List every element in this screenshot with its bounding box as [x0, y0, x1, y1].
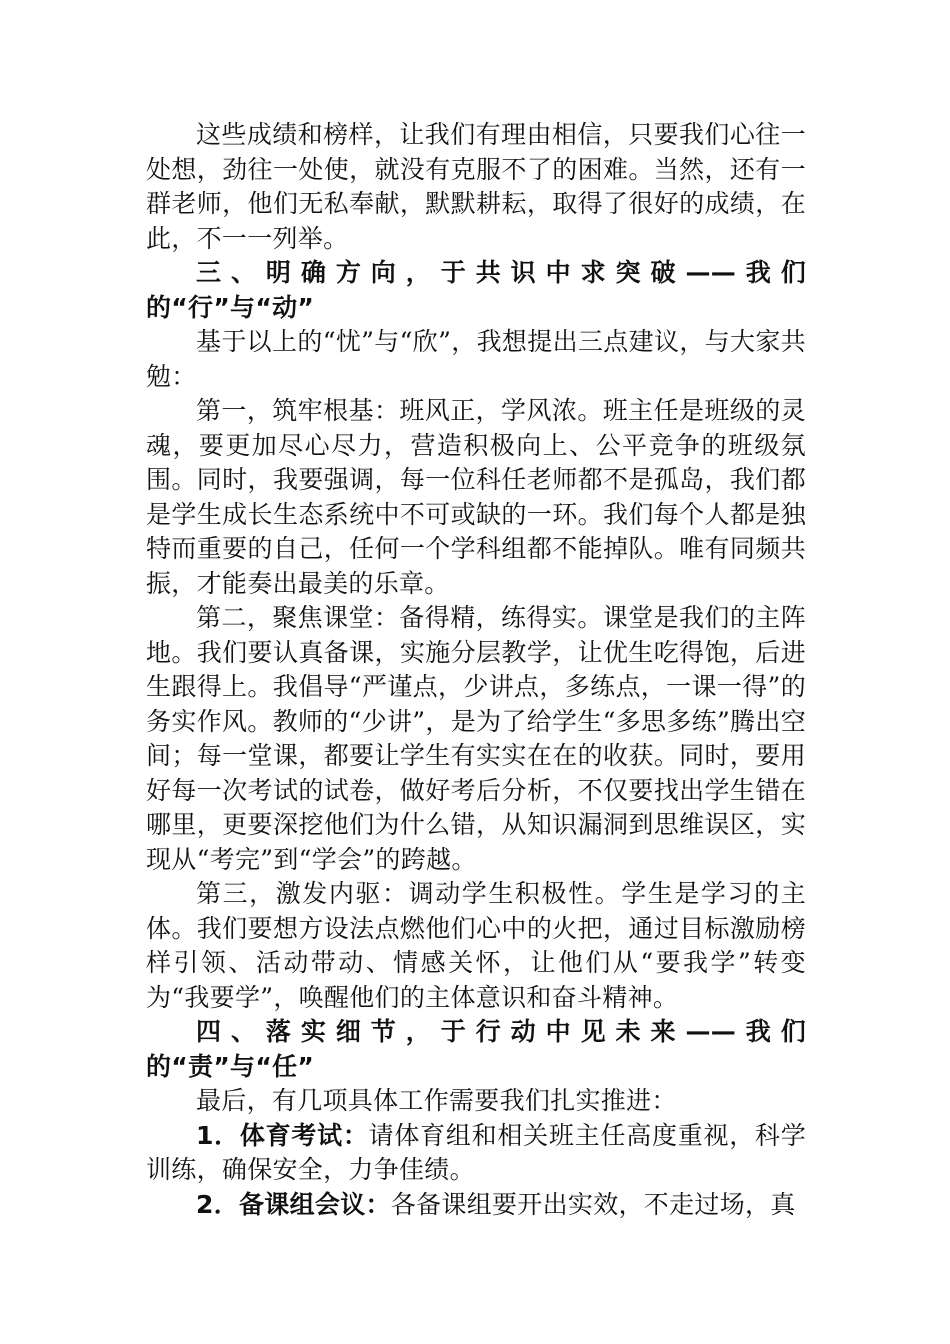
document-page: [146, 118, 806, 1222]
list-item-lesson-meeting: [146, 1188, 806, 1223]
paragraph-intro-suggestions: 基于以上的“忧”与“欣”，我想提出三点建议，与大家共勉：: [146, 327, 806, 391]
list-item-lead: 1．体育考试：: [196, 1120, 369, 1150]
paragraph-intro-tasks: 最后，有几项具体工作需要我们扎实推进：: [196, 1086, 677, 1115]
list-item-text: 请体育组和相关班主任高度重视，科学训练，确保安全，力争佳绩。: [146, 1120, 807, 1184]
paragraph-suggestion-3: 第三，激发内驱：调动学生积极性。学生是学习的主体。我们要想方设法点燃他们心中的火把，通过目标激励榜样引领、活动带动、情感关怀，让他们从“要我学”转变为“我要学”，唤醒他们的主体意识和奋斗精神。: [146, 879, 806, 1012]
paragraph-suggestion-1: 第一，筑牢根基：班风正，学风浓。班主任是班级的灵魂，要更加尽心尽力，营造积极向上、公平竞争的班级氛围。同时，我要强调，每一位科任老师都不是孤岛，我们都是学生成长生态系统中不可或缺的一环。我们每个人都是独特而重要的自己，任何一个学科组都不能掉队。唯有同频共振，才能奏出最美的乐章。: [146, 396, 806, 598]
paragraph-suggestion-2: 第二，聚焦课堂：备得精，练得实。课堂是我们的主阵地。我们要认真备课，实施分层教学，让优生吃得饱，后进生跟得上。我倡导“严谨点，少讲点，多练点，一课一得”的务实作风。教师的“少讲”，是为了给学生“多思多练”腾出空间；每一堂课，都要让学生有实实在在的收获。同时，要用好每一次考试的试卷，做好考后分析，不仅要找出学生错在哪里，更要深挖他们为什么错，从知识漏洞到思维误区，实现从“考完”到“学会”的跨越。: [146, 603, 806, 874]
section-heading-3: 三、明确方向，于共识中求突破——我们的“行”与“动”: [146, 258, 806, 322]
section-heading-4: 四、落实细节，于行动中见未来——我们的“责”与“任”: [146, 1017, 806, 1081]
paragraph-achievements: 这些成绩和榜样，让我们有理由相信，只要我们心往一处想，劲往一处使，就没有克服不了的困难。当然，还有一群老师，他们无私奉献，默默耕耘，取得了很好的成绩，在此，不一一列举。: [146, 120, 806, 253]
list-item-lead: 2．备课组会议：: [196, 1189, 391, 1219]
list-item-sports-exam: [146, 1119, 806, 1188]
list-item-text: 各备课组要开出实效，不走过场，真: [390, 1189, 796, 1219]
